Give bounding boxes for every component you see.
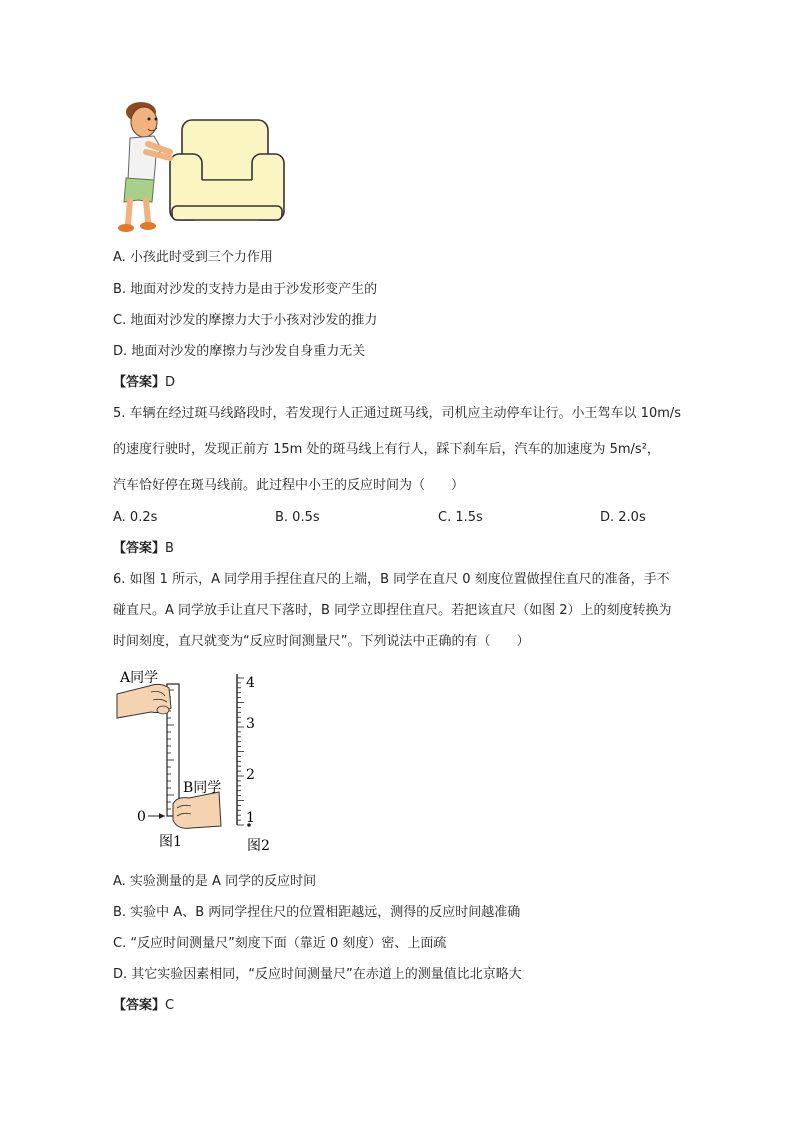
- hand-b-illustration: [173, 792, 221, 828]
- q4-option-c: C. 地面对沙发的摩擦力大于小孩对沙发的推力: [113, 313, 378, 328]
- scale-label-3: 3: [246, 716, 255, 732]
- answer-label: 【答案】: [113, 541, 166, 556]
- q5-answer: [113, 540, 174, 558]
- q5-stem-line3: 汽车恰好停在斑马线前。此过程中小王的反应时间为（ ）: [113, 478, 465, 493]
- label-student-b: B同学: [183, 780, 222, 796]
- q5-option-a: A. 0.2s: [113, 510, 158, 525]
- q4-option-b: B. 地面对沙发的支持力是由于沙发形变产生的: [113, 282, 378, 297]
- label-zero: 0: [137, 809, 146, 825]
- q6-option-b: B. 实验中 A、B 两同学捏住尺的位置相距越远，测得的反应时间越准确: [113, 905, 521, 920]
- q4-answer: [113, 374, 175, 392]
- q4-option-d: D. 地面对沙发的摩擦力与沙发自身重力无关: [113, 344, 366, 359]
- child-pushing-sofa-figure: [112, 100, 290, 235]
- answer-value: D: [165, 375, 176, 390]
- label-student-a: A同学: [120, 670, 159, 686]
- q6-option-c: C. “反应时间测量尺”刻度下面（靠近 0 刻度）密、上面疏: [113, 936, 447, 951]
- scale-label-2: 2: [246, 767, 255, 783]
- q6-option-d: D. 其它实验因素相同，“反应时间测量尺”在赤道上的测量值比北京略大: [113, 967, 522, 982]
- q4-option-a: A. 小孩此时受到三个力作用: [113, 250, 273, 265]
- caption-fig1: 图1: [159, 834, 182, 850]
- ruler-fig2: [237, 674, 251, 827]
- caption-fig2: 图2: [247, 838, 270, 854]
- scale-label-1: 1: [246, 810, 255, 826]
- q6-option-a: A. 实验测量的是 A 同学的反应时间: [113, 874, 317, 889]
- q5-option-c: C. 1.5s: [438, 510, 483, 525]
- answer-label: 【答案】: [113, 998, 166, 1013]
- ruler-figure: [115, 668, 290, 858]
- q6-stem-line2: 碰直尺。A 同学放手让直尺下落时，B 同学立即捏住直尺。若把该直尺（如图 2）上的刻度转换为: [113, 603, 672, 618]
- hand-a-illustration: [117, 684, 171, 718]
- answer-value: C: [165, 998, 175, 1013]
- q5-option-d: D. 2.0s: [600, 510, 646, 525]
- q5-option-b: B. 0.5s: [275, 510, 320, 525]
- sofa-illustration: [170, 120, 284, 220]
- zero-arrow-icon: [159, 813, 165, 819]
- q5-stem-line2: 的速度行驶时，发现正前方 15m 处的斑马线上有行人，踩下刹车后，汽车的加速度为 5m/s²，: [113, 442, 660, 457]
- answer-value: B: [165, 541, 174, 556]
- q6-stem-line3: 时间刻度，直尺就变为“反应时间测量尺”。下列说法中正确的有（ ）: [113, 634, 530, 649]
- answer-label: 【答案】: [113, 375, 166, 390]
- scale-label-4: 4: [246, 675, 255, 691]
- child-illustration: [118, 102, 170, 232]
- q6-stem-line1: 6. 如图 1 所示，A 同学用手捏住直尺的上端，B 同学在直尺 0 刻度位置做捏住直尺的准备，手不: [113, 572, 670, 587]
- q6-answer: [113, 997, 174, 1015]
- q5-stem-line1: 5. 车辆在经过斑马线路段时，若发现行人正通过斑马线，司机应主动停车让行。小王驾车以 10m/s: [113, 406, 682, 421]
